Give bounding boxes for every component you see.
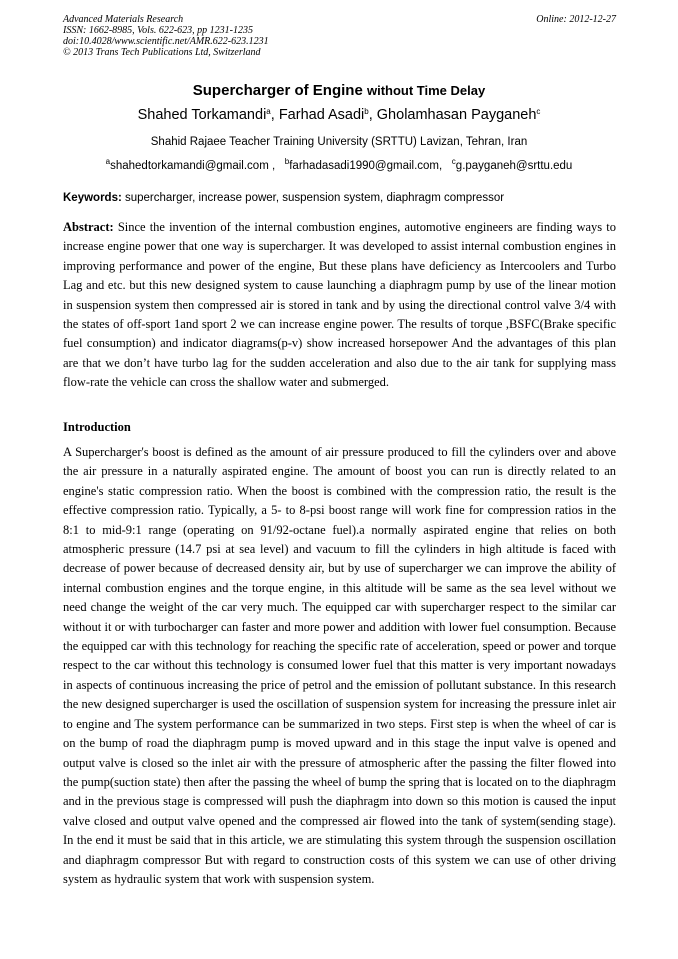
email-mark: a [105, 157, 111, 166]
issn-line: ISSN: 1662-8985, Vols. 622-623, pp 1231-1235 [63, 25, 253, 36]
abstract-paragraph [63, 218, 616, 393]
keywords-line [63, 192, 616, 204]
email-address[interactable]: farhadasadi1990@gmail.com, [289, 160, 443, 172]
introduction-heading: Introduction [63, 420, 131, 434]
email-address[interactable]: g.payganeh@srttu.edu [455, 160, 573, 172]
copyright-line: © 2013 Trans Tech Publications Ltd, Switzerland [63, 47, 261, 58]
affiliation: Shahid Rajaee Teacher Training University (SRTTU) Lavizan, Tehran, Iran [150, 136, 528, 148]
author-name: Gholamhasan Payganeh [376, 107, 537, 123]
online-date: Online: 2012-12-27 [536, 14, 616, 25]
author-mark: c [536, 107, 541, 116]
email-mark: b [284, 157, 290, 166]
author-mark: a [266, 107, 271, 116]
author-name: Farhad Asadi [278, 107, 365, 123]
abstract-label: Abstract: [63, 220, 114, 234]
email-list [0, 157, 678, 172]
author-separator: , [368, 107, 377, 123]
keywords-text: supercharger, increase power, suspension system, diaphragm compressor [125, 192, 505, 204]
email-address[interactable]: shahedtorkamandi@gmail.com , [110, 160, 276, 172]
journal-name: Advanced Materials Research [63, 14, 184, 25]
email-mark: c [451, 157, 456, 166]
author-separator: , [270, 107, 279, 123]
doi-line: doi:10.4028/www.scientific.net/AMR.622-623.1231 [63, 36, 269, 47]
abstract-text: Since the invention of the internal combustion engines, automotive engineers are finding ways to increase engine power that one way is supercharger. It was developed to assist internal combustion engines in improving performance and power of the engine, But these plans have deficiency as Intercoolers and Turbo Lag and etc. but this new designed system to cause launching a diaphragm pump by use of the linear motion in suspension system then compressed air is stored in tank and by using the directional control valve 3/4 with the states of off-sport 1and sport 2 we can increase engine power. The results of torque ,BSFC(Brake specific fuel consumption) and indicator diagrams(p-v) show increased horsepower And the advantages of this plan are that we don’t have turbo lag for the sudden acceleration and also due to the air tank for supplying mass flow-rate the vehicle can cross the shallow water and submerged. [63, 220, 617, 390]
author-list [0, 107, 678, 123]
introduction-paragraph: A Supercharger's boost is defined as the amount of air pressure produced to fill the cylinders over and above the air pressure in a naturally aspirated engine. The amount of boost you can run is directly related to an engine's static compression ratio. When the boost is combined with the compression ratio, the result is the effective compression ratio. Typically, a 5- to 8-psi boost range will work fine for compression ratios in the 8:1 to mid-9:1 range (operating on 91/92-octane fuel).a normally aspirated engine that relies on both atmospheric pressure (14.7 psi at sea level) and vacuum to fill the cylinders in high altitude is faced with decrease of power because of decreased density air, but by use of supercharger we can improve the ability of internal combustion engines and the torque engine, in this altitude will be same as the sea level without we need change the weight of the car very much. The equipped car with supercharger respect to the similar car without it or with turbocharger can faster and more power and addition with lower fuel consumption. Because the equipped car with this technology for reaching the specific rate of acceleration, speed or power and torque respect to the car without this technology is consumed lower fuel that this matter is very important nowadays in aspects of continuous increasing the price of petrol and the emission of pollutant substance. In this research the new designed supercharger is used the oscillation of suspension system for increasing the pressure inlet air to engine and The system performance can be summarized in two steps. First step is when the wheel of car is on the bump of road the diaphragm pump is moved upward and in this stage the input valve is opened and output valve is closed so the inlet air with the pressure of atmospheric after the passing the filter flowed into the pump(suction state) then after the passing the wheel of bump the spring that is located on to the diaphragm and in the previous stage is compressed will push the diaphragm into down so this motion is caused the input valve closed and output valve opened and the compressed air flowed into the tank of system(sending stage). In the end it must be said that in this article, we are stimulating this system through the suspension oscillation and diaphragm compressor But with regard to construction costs of this system we can use of other driving system as hydraulic system that work with suspension system. [63, 445, 616, 886]
author-mark: b [364, 107, 369, 116]
keywords-label: Keywords: [63, 192, 122, 204]
title-main: Supercharger of Engine [192, 82, 363, 99]
paper-title [0, 82, 678, 99]
author-name: Shahed Torkamandi [137, 107, 267, 123]
title-rest: without Time Delay [366, 83, 486, 98]
journal-header [63, 14, 616, 58]
